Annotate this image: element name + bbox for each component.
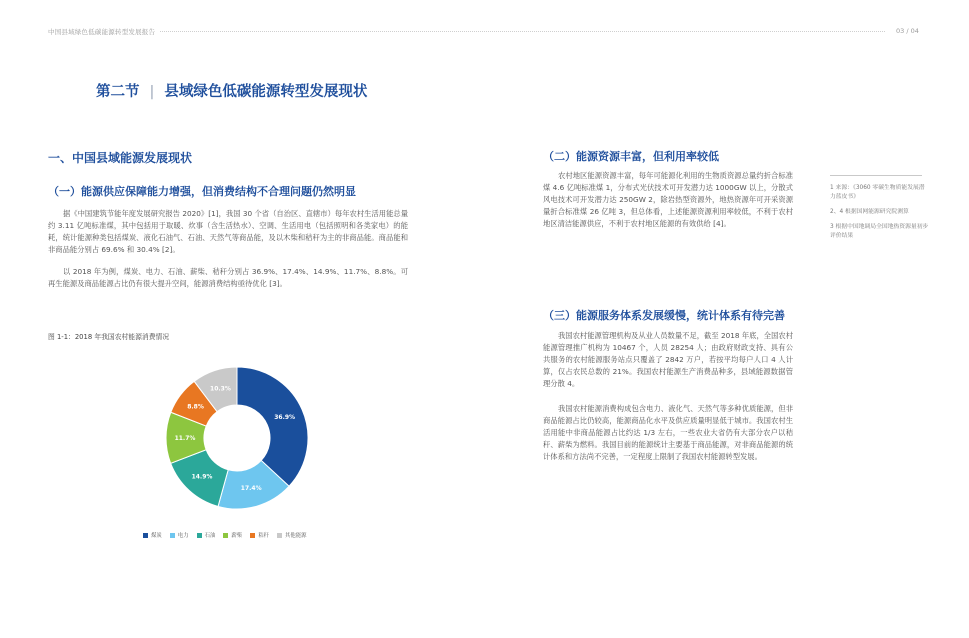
donut-label-1: 17.4% bbox=[240, 485, 262, 493]
donut-slice-0 bbox=[237, 367, 308, 486]
legend-item-1 bbox=[170, 531, 189, 539]
donut-chart bbox=[165, 366, 309, 510]
paragraph-service-agencies: 我国农村能源管理机构及从业人员数量不足，截至 2018 年底，全国农村能源管理推广机构为 10467 个，人员 28254 人；由政府财政支持、具有公共服务的农村能源服务站点只覆盖了 2842 万户，若按平均每户人口 4 人计算，仅占农民总数的 21%。我国农村能源生产消费品种多，县域能源数据管理分散 4。 bbox=[543, 331, 793, 388]
donut-label-4: 8.8% bbox=[187, 403, 204, 411]
legend-item-0 bbox=[143, 531, 162, 539]
section-name: 县域绿色低碳能源转型发展现状 bbox=[164, 84, 368, 100]
legend-swatch bbox=[197, 533, 202, 538]
paragraph-resources: 农村地区能源资源丰富，每年可能源化利用的生物质资源总量约折合标准煤 4.6 亿吨标准煤 1，分布式光伏技术可开发潜力达 1000GW 以上，分散式风电技术可开发潜力达 250GW 2，除岩热型资源外，地热资源年可开采资源量折合标准煤 26 亿吨 3，但总体看，上述能源资源利用率较低，不利于农村地区清洁能源供应，不利于农村地区能源的有效供给 [4]。 bbox=[543, 171, 793, 228]
footnotes bbox=[830, 184, 930, 247]
notes-divider bbox=[830, 175, 922, 176]
legend-label: 电力 bbox=[177, 533, 189, 539]
section-number: 第二节 bbox=[96, 84, 140, 100]
paragraph-2018-breakdown: 以 2018 年为例，煤炭、电力、石油、薪柴、秸秆分别占 36.9%、17.4%、14.9%、11.7%、8.8%。可再生能源及商品能源占比仍有很大提升空间，能源消费结构亟待优化 [3]。 bbox=[48, 267, 408, 288]
legend-swatch bbox=[170, 533, 175, 538]
donut-label-5: 10.3% bbox=[210, 385, 231, 393]
legend-swatch bbox=[250, 533, 255, 538]
legend-item-2 bbox=[197, 531, 216, 539]
legend-item-4 bbox=[250, 531, 269, 539]
section-divider: | bbox=[149, 84, 155, 100]
figure-caption: 图 1-1：2018 年我国农村能源消费情况 bbox=[48, 333, 170, 341]
heading-domestic-energy: 一、中国县域能源发展现状 bbox=[48, 151, 193, 165]
legend-label: 薪柴 bbox=[231, 533, 243, 539]
legend-item-5 bbox=[277, 531, 307, 539]
legend-item-3 bbox=[223, 531, 242, 539]
page-number: 03 / 04 bbox=[896, 27, 919, 35]
chart-legend bbox=[143, 531, 307, 539]
donut-label-0: 36.9% bbox=[274, 414, 296, 422]
legend-label: 煤炭 bbox=[151, 533, 162, 539]
report-header-title: 中国县域绿色低碳能源转型发展报告 bbox=[48, 28, 156, 36]
footnote-3: 3 根据中国地调局全国地热资源量初步评价结果 bbox=[830, 224, 929, 239]
paragraph-energy-consumption: 据《中国建筑节能年度发展研究报告 2020》[1]，我国 30 个省（自治区、直辖市）每年农村生活用能总量约 3.11 亿吨标准煤，其中包括用于取暖、炊事（含生活热水）、空调、生活用电（包括照明和各类家电）的能耗，统计能源种类包括煤炭、液化石油气、石油、天然气等商品能，及以木柴和秸秆为主的非商品能。商品能和非商品能分别占 69.6% 和 30.4% [2]。 bbox=[48, 209, 408, 254]
subheading-service-system: （三）能源服务体系发展缓慢，统计体系有待完善 bbox=[543, 309, 785, 322]
legend-swatch bbox=[143, 533, 148, 538]
legend-swatch bbox=[277, 533, 282, 538]
legend-label: 其他能源 bbox=[284, 533, 307, 539]
header-divider bbox=[160, 31, 885, 32]
legend-label: 秸秆 bbox=[258, 533, 269, 539]
donut-label-2: 14.9% bbox=[191, 473, 213, 481]
legend-swatch bbox=[223, 533, 228, 538]
paragraph-consumption-structure: 我国农村能源消费构成包含电力、液化气、天然气等多种优质能源，但非商品能源占比仍较高，能源商品化水平及供应质量明显低于城市。我国农村生活用能中非商品能源占比约达 1/3 左右，一些农业大省仍有大部分农户以秸秆、薪柴为燃料。我国目前的能源统计主要基于商品能源，对非商品能源的统计体系和方法尚不完善，一定程度上限制了我国农村能源转型发展。 bbox=[543, 404, 793, 461]
subheading-resources: （二）能源资源丰富，但利用率较低 bbox=[543, 150, 719, 163]
legend-label: 石油 bbox=[204, 533, 216, 539]
footnote-2: 2、4 根据国网能源研究院测算 bbox=[830, 209, 909, 215]
donut-label-3: 11.7% bbox=[174, 434, 196, 442]
subheading-supply-capacity: （一）能源供应保障能力增强，但消费结构不合理问题仍然明显 bbox=[48, 185, 356, 198]
section-title bbox=[96, 80, 367, 101]
footnote-1: 1 来源：《3060 零碳生物质能发展潜力蓝皮书》 bbox=[830, 185, 925, 200]
